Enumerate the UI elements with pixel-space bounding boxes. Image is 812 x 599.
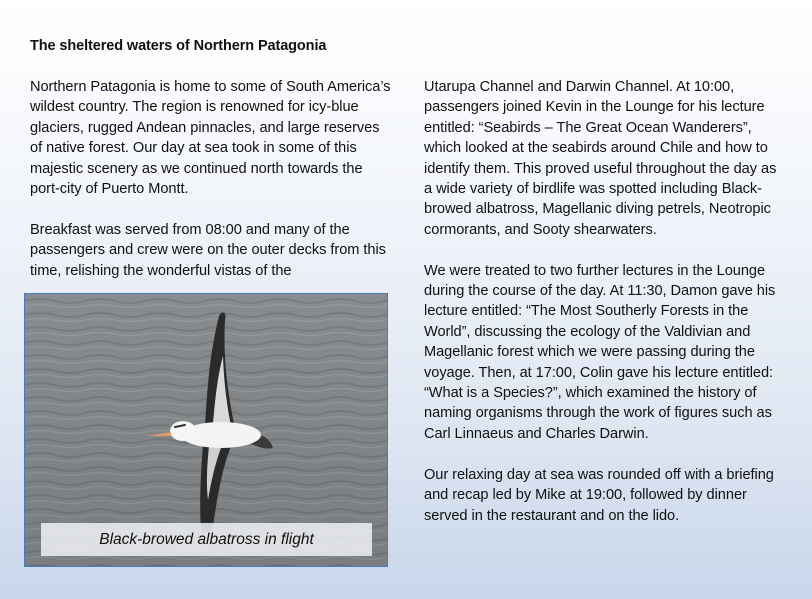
lecture-paragraph: Utarupa Channel and Darwin Channel. At 10:00, passengers joined Kevin in the Lounge for his lecture entitled: “Seabirds – The Great Ocean Wanderers”, which looked at the seabirds around Chile and how to identify them. This proved useful throughout the day as a wide variety of birdlife was spotted including Black-browed albatross, Magellanic diving petrels, Neotropic cormorants, and Sooty shearwaters. [424,79,777,238]
recap-paragraph: Our relaxing day at sea was rounded off with a briefing and recap led by Mike at 19:00, followed by dinner served in the restaurant and on the lido. [424,466,774,524]
photo-caption: Black-browed albatross in flight [41,523,372,556]
breakfast-paragraph: Breakfast was served from 08:00 and many of the passengers and crew were on the outer decks from this time, relishing the wonderful vistas of the [30,221,386,279]
further-lectures-paragraph: We were treated to two further lectures in the Lounge during the course of the day. At 11:30, Damon gave his lecture entitled: “The Most Southerly Forests in the World”, discussing the ecology of the Valdivian and Magellanic forest which we were passing during the voyage. Then, at 17:00, Colin gave his lecture entitled: “What is a Species?”, which examined the history of naming organisms through the work of figures such as Carl Linnaeus and Charles Darwin. [424,262,776,442]
albatross-photo [24,293,388,567]
right-column [424,77,786,546]
left-column [30,77,392,301]
intro-paragraph: Northern Patagonia is home to some of South America’s wildest country. The region is renowned for icy-blue glaciers, rugged Andean pinnacles, and large reserves of native forest. Our day at sea took in some of this majestic scenery as we continued north towards the port-city of Puerto Montt. [30,79,391,198]
page-title: The sheltered waters of Northern Patagonia [30,38,327,54]
